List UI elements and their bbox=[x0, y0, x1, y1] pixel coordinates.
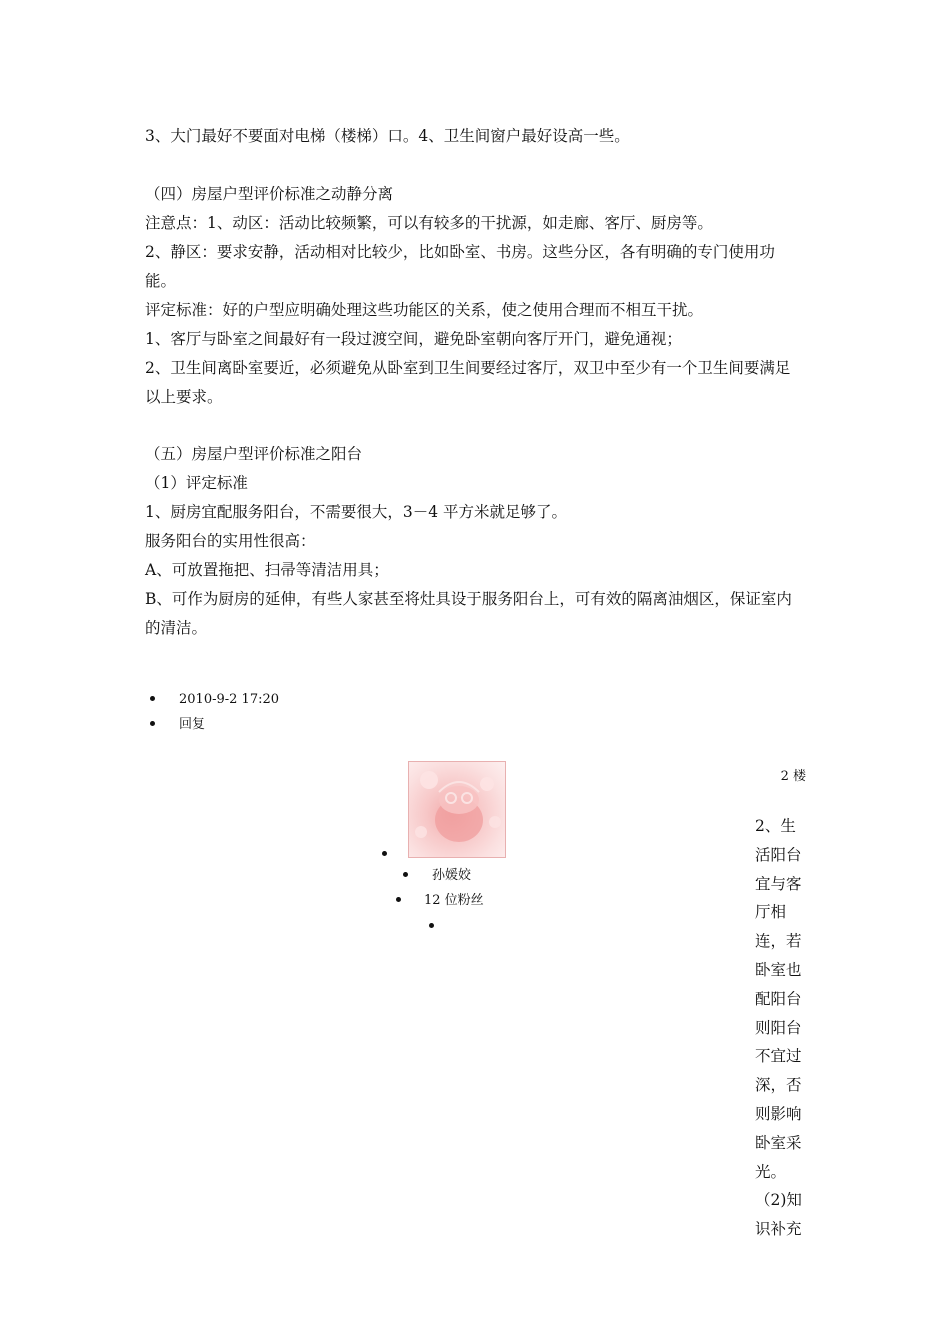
bullet-icon bbox=[382, 851, 387, 856]
paragraph-kitchen-balcony: 1、厨房宜配服务阳台，不需要很大，3－4 平方米就足够了。 bbox=[145, 503, 568, 521]
paragraph-door-elevator: 3、大门最好不要面对电梯（楼梯）口。4、卫生间窗户最好设高一些。 bbox=[145, 127, 630, 145]
paragraph-living-bedroom: 1、客厅与卧室之间最好有一段过渡空间，避免卧室朝向客厅开门，避免通视； bbox=[145, 330, 682, 348]
bullet-icon bbox=[150, 721, 155, 726]
reply-content: 2、生活阳台宜与客厅相连，若卧室也配阳台则阳台不宜过深，否则影响卧室采光。（2)知识补充 bbox=[755, 817, 802, 1239]
bullet-icon bbox=[403, 872, 408, 877]
post-datetime: 2010-9-2 17:20 bbox=[179, 692, 280, 707]
section-heading-dynamic-static: （四）房屋户型评价标准之动静分离 bbox=[145, 185, 394, 203]
bullet-icon bbox=[396, 897, 401, 902]
floor-number: 2 楼 bbox=[780, 769, 806, 784]
paragraph-kitchen-extension: B、可作为厨房的延伸，有些人家甚至将灶具设于服务阳台上，可有效的隔离油烟区，保证室内的清洁。 bbox=[145, 590, 792, 637]
section-heading-balcony: （五）房屋户型评价标准之阳台 bbox=[145, 445, 363, 463]
paragraph-static-zone: 2、静区：要求安静，活动相对比较少，比如卧室、书房。这些分区，各有明确的专门使用功能。 bbox=[145, 243, 775, 290]
user-name[interactable]: 孙媛姣 bbox=[432, 868, 472, 883]
user-fans[interactable]: 12 位粉丝 bbox=[424, 893, 484, 908]
paragraph-dynamic-zone: 注意点：1、动区：活动比较频繁，可以有较多的干扰源，如走廊、客厅、厨房等。 bbox=[145, 214, 713, 232]
paragraph-evaluation-standard: 评定标准：好的户型应明确处理这些功能区的关系，使之使用合理而不相互干扰。 bbox=[145, 301, 704, 319]
bullet-icon bbox=[150, 696, 155, 701]
user-avatar[interactable] bbox=[408, 761, 506, 858]
paragraph-service-balcony: 服务阳台的实用性很高： bbox=[145, 532, 316, 550]
avatar-image-icon bbox=[409, 762, 505, 857]
subheading-evaluation-standard: （1）评定标准 bbox=[145, 474, 248, 492]
reply-link[interactable]: 回复 bbox=[179, 717, 206, 732]
paragraph-cleaning-tools: A、可放置拖把、扫帚等清洁用具； bbox=[145, 561, 389, 579]
paragraph-bathroom: 2、卫生间离卧室要近，必须避免从卧室到卫生间要经过客厅，双卫中至少有一个卫生间要满足以上要求。 bbox=[145, 359, 791, 406]
bullet-icon bbox=[429, 923, 434, 928]
